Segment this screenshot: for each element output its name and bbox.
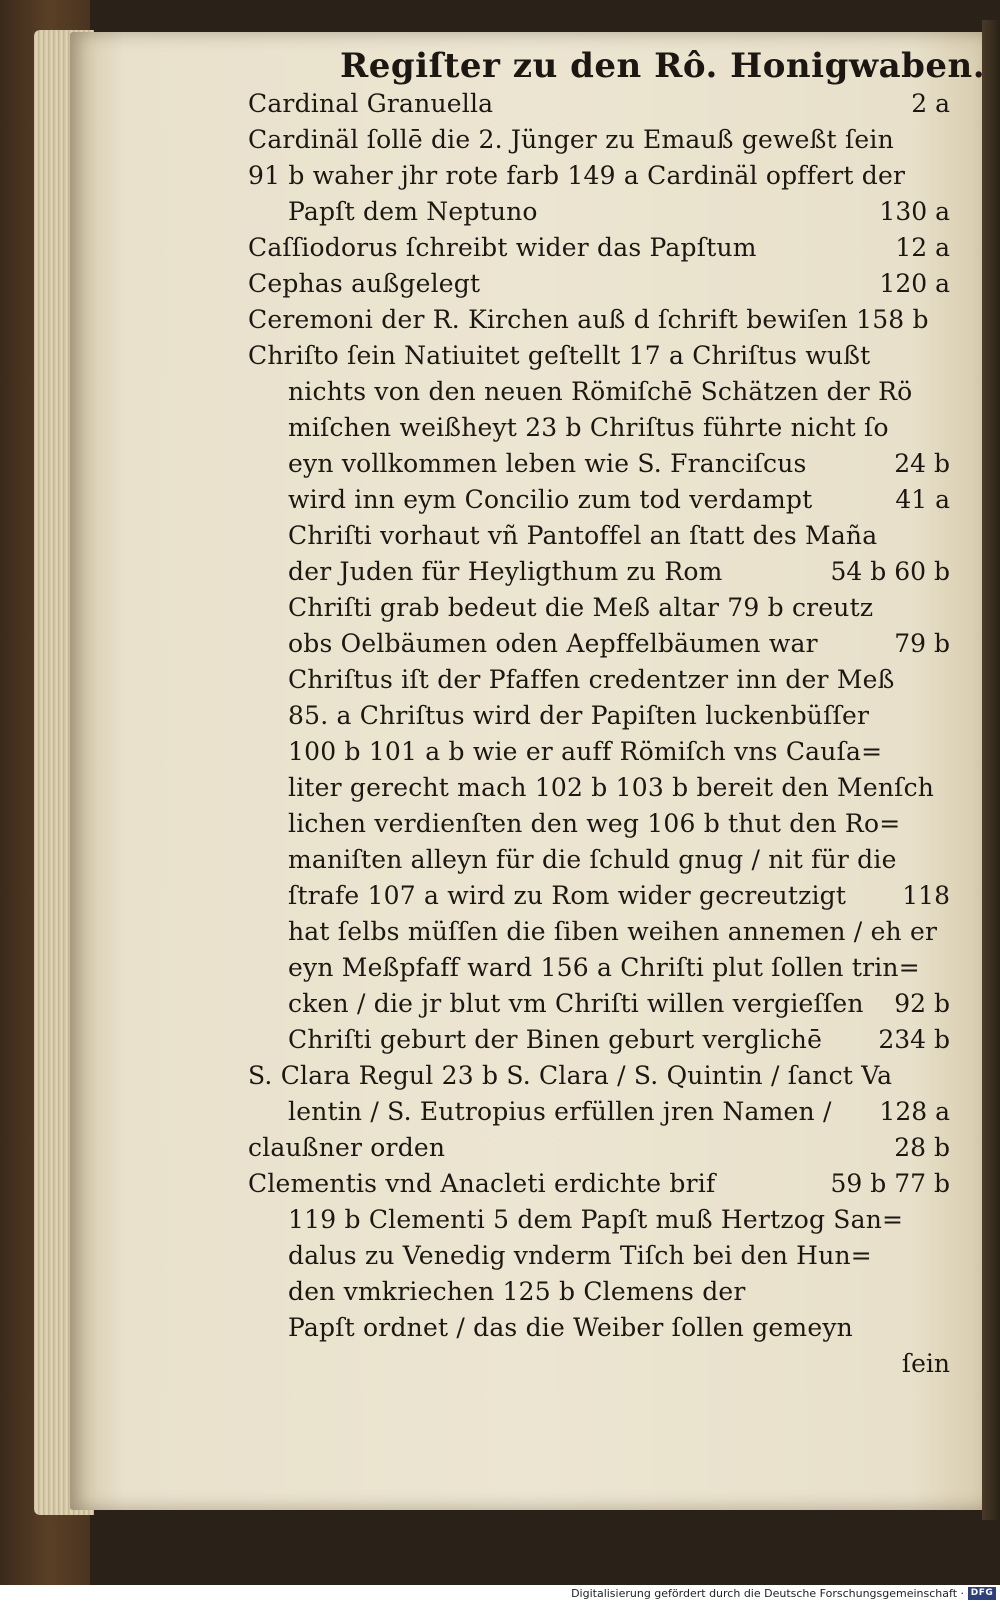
index-line: S. Clara Regul 23 b S. Clara / S. Quintin / ſanct Va — [248, 1061, 893, 1090]
page-reference: 130 a — [879, 197, 950, 226]
index-line: eyn vollkommen leben wie S. Franciſcus — [288, 449, 807, 478]
index-line: 100 b 101 a b wie er auff Römiſch vns Cauſa= — [288, 737, 883, 766]
index-line: obs Oelbäumen oden Aepffelbäumen war — [288, 629, 818, 658]
index-line: dalus zu Venedig vnderm Tiſch bei den Hun= — [288, 1241, 872, 1270]
index-line: liter gerecht mach 102 b 103 b bereit den Menſch — [288, 773, 935, 802]
index-line: Papſt dem Neptuno — [288, 197, 538, 226]
page-reference: 41 a — [895, 485, 950, 514]
index-line: Chriſti vorhaut vñ Pantoffel an ſtatt des Maña — [288, 521, 878, 550]
dfg-logo-icon: DFG — [968, 1587, 996, 1600]
index-line: den vmkriechen 125 b Clemens der — [288, 1277, 746, 1306]
page-reference: 54 b 60 b — [830, 557, 950, 586]
index-line: Papſt ordnet / das die Weiber ſollen gemeyn — [288, 1313, 853, 1342]
index-line: claußner orden — [248, 1133, 446, 1162]
index-line: 85. a Chriſtus wird der Papiſten luckenbüſſer — [288, 701, 870, 730]
page-reference: 24 b — [894, 449, 950, 478]
index-line: Cardinäl ſollē die 2. Jünger zu Emauß geweßt ſein — [248, 125, 894, 154]
index-line: maniſten alleyn für die ſchuld gnug / nit für die — [288, 845, 897, 874]
index-line: ſtrafe 107 a wird zu Rom wider gecreutzigt — [288, 881, 847, 910]
page-reference: 128 a — [879, 1097, 950, 1126]
index-line: Caſſiodorus ſchreibt wider das Papſtum — [248, 233, 757, 262]
index-line: 91 b waher jhr rote farb 149 a Cardinäl opffert der — [248, 161, 906, 190]
page-reference: 28 b — [894, 1133, 950, 1162]
page-reference: 92 b — [894, 989, 950, 1018]
index-line: cken / die jr blut vm Chriſti willen vergieſſen — [288, 989, 864, 1018]
index-line: 119 b Clementi 5 dem Papſt muß Hertzog San= — [288, 1205, 904, 1234]
index-line: hat ſelbs müſſen die ſiben weihen annemen / eh er — [288, 917, 938, 946]
running-head: Regiſter zu den Rô. Honigwaben. — [340, 46, 986, 86]
index-line: lentin / S. Eutropius erfüllen jren Namen / — [288, 1097, 832, 1126]
index-line: wird inn eym Concilio zum tod verdampt — [288, 485, 813, 514]
page-reference: 120 a — [879, 269, 950, 298]
index-line: lichen verdienſten den weg 106 b thut den Ro= — [288, 809, 901, 838]
page-reference: 118 — [902, 881, 950, 910]
index-line: der Juden für Heyligthum zu Rom — [288, 557, 723, 586]
digitization-footer — [0, 1585, 1000, 1603]
index-line: Chriſtus iſt der Pfaffen credentzer inn der Meß — [288, 665, 895, 694]
index-line: Cardinal Granuella — [248, 89, 494, 118]
index-line: Chriſti geburt der Binen geburt verglichē — [288, 1025, 823, 1054]
index-line: Clementis vnd Anacleti erdichte brif — [248, 1169, 716, 1198]
index-line: eyn Meßpfaff ward 156 a Chriſti plut ſollen trin= — [288, 953, 920, 982]
page-reference: 12 a — [895, 233, 950, 262]
page-reference: 2 a — [911, 89, 950, 118]
index-line: Chriſti grab bedeut die Meß altar 79 b creutz — [288, 593, 874, 622]
index-line: Cephas außgelegt — [248, 269, 481, 298]
catchword: ſein — [901, 1349, 950, 1378]
page-reference: 234 b — [878, 1025, 950, 1054]
index-line: miſchen weißheyt 23 b Chriſtus führte nicht ſo — [288, 413, 889, 442]
index-line: Chriſto ſein Natiuitet geſtellt 17 a Chriſtus wußt — [248, 341, 871, 370]
page-reference: 59 b 77 b — [830, 1169, 950, 1198]
index-line: Ceremoni der R. Kirchen auß d ſchrift bewiſen 158 b — [248, 305, 929, 334]
index-line: nichts von den neuen Römiſchē Schätzen der Rö — [288, 377, 913, 406]
page-reference: 79 b — [894, 629, 950, 658]
funding-notice: Digitalisierung gefördert durch die Deutsche Forschungsgemeinschaft · — [571, 1587, 964, 1600]
